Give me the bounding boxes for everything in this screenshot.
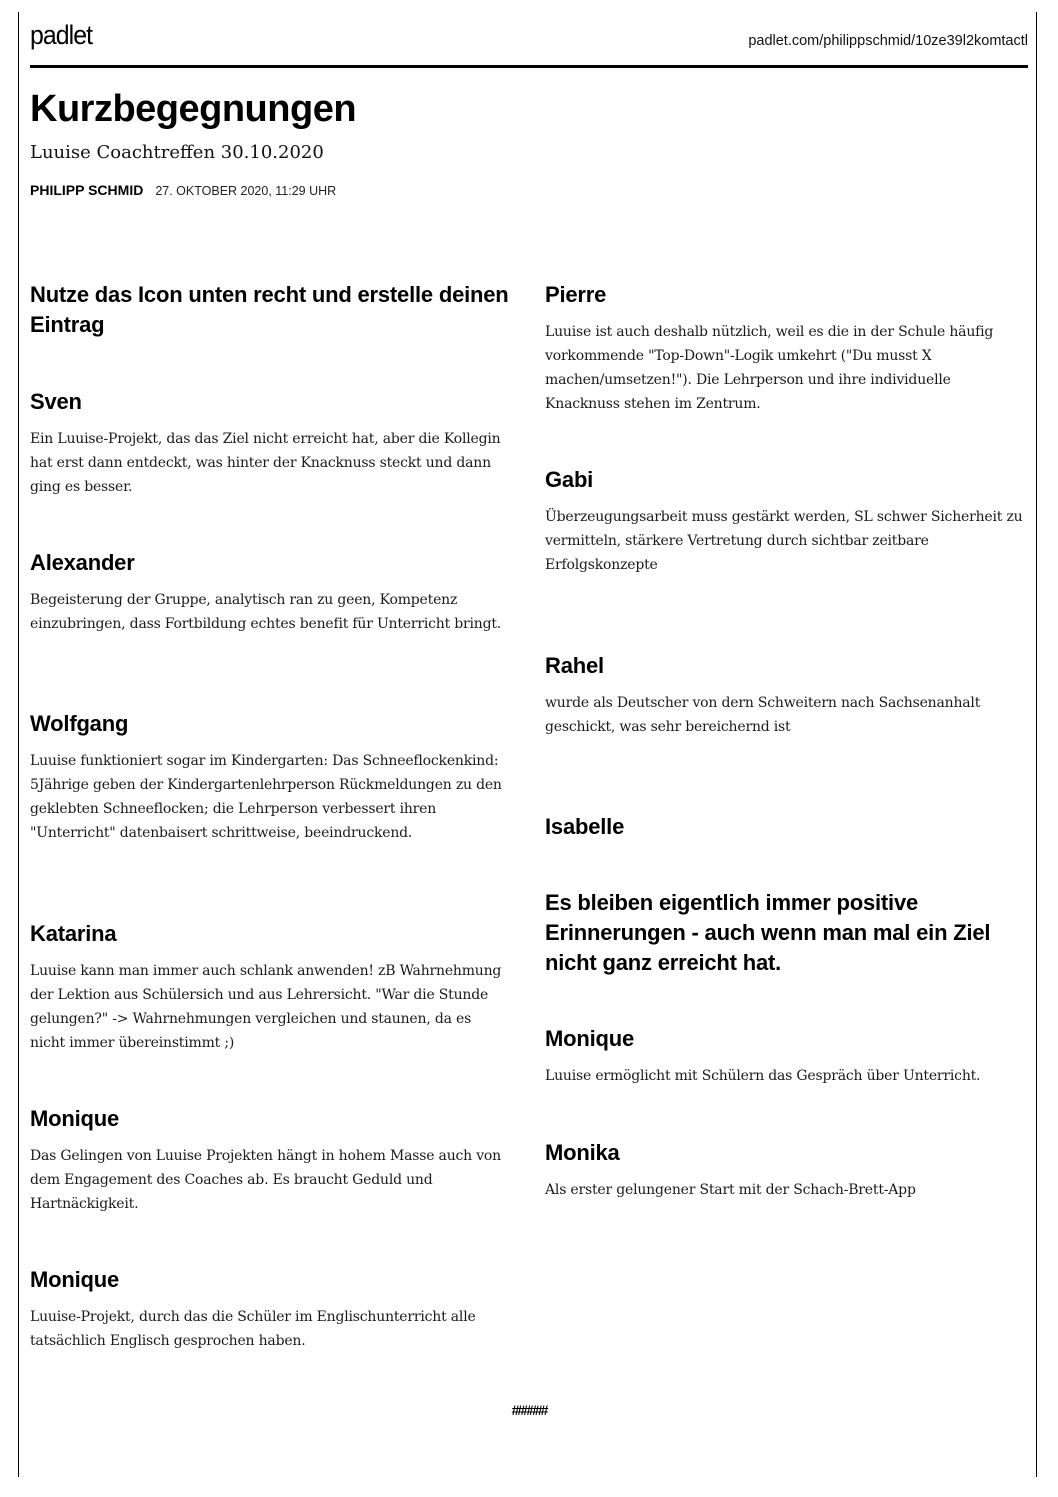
- board-title: Kurzbegegnungen: [30, 88, 357, 130]
- post-title: Katarina: [30, 921, 117, 946]
- post-body: Begeisterung der Gruppe, analytisch ran zu geen, Kompetenz einzubringen, dass Fortbildung echtes benefit für Unterricht bringt.: [30, 592, 502, 632]
- post-card[interactable]: [545, 280, 1025, 416]
- post-card[interactable]: [545, 1024, 1025, 1088]
- post-card[interactable]: [545, 651, 1025, 739]
- footer-separator: ######: [511, 1402, 547, 1418]
- board-date: 27. OKTOBER 2020, 11:29 UHR: [155, 184, 337, 198]
- board-subtitle: Luuise Coachtreffen 30.10.2020: [30, 142, 324, 163]
- post-card[interactable]: [30, 387, 510, 499]
- post-card[interactable]: [545, 1138, 1025, 1202]
- post-title: Monique: [30, 1106, 120, 1131]
- post-card[interactable]: [545, 888, 1025, 978]
- post-card[interactable]: [545, 465, 1025, 577]
- post-title: Pierre: [545, 282, 607, 307]
- post-card[interactable]: [30, 919, 510, 1055]
- post-title: Nutze das Icon unten recht und erstelle deinen Eintrag: [30, 282, 509, 337]
- post-title: Alexander: [30, 550, 135, 575]
- post-card[interactable]: [30, 1265, 510, 1353]
- padlet-logo: padlet: [30, 20, 93, 50]
- post-title: Sven: [30, 389, 82, 414]
- board-author: PHILIPP SCHMID: [30, 182, 144, 198]
- post-title: Isabelle: [545, 814, 625, 839]
- post-body: Ein Luuise-Projekt, das das Ziel nicht erreicht hat, aber die Kollegin hat erst dann entdeckt, was hinter der Knacknuss steckt und dann ging es besser.: [30, 431, 501, 495]
- post-card[interactable]: [30, 548, 510, 636]
- post-card[interactable]: [545, 812, 1025, 842]
- post-body: wurde als Deutscher von dern Schweitern nach Sachsenanhalt geschickt, was sehr bereichernd ist: [545, 695, 981, 735]
- post-title: Monika: [545, 1140, 620, 1165]
- board-url[interactable]: padlet.com/philippschmid/10ze39l2komtactl: [748, 33, 1028, 49]
- page-border-left: [18, 12, 19, 1477]
- post-title: Wolfgang: [30, 711, 129, 736]
- post-body: Luuise funktioniert sogar im Kindergarten: Das Schneeflockenkind: 5Jährige geben der Kindergartenlehrperson Rückmeldungen zu den geklebten Schneeflocken; die Lehrperson verbessert ihren "Unterricht" datenbaisert schrittweise, beeindruckend.: [30, 753, 502, 841]
- post-card[interactable]: [30, 709, 510, 845]
- post-title: Monique: [30, 1267, 120, 1292]
- post-body: Überzeugungsarbeit muss gestärkt werden, SL schwer Sicherheit zu vermitteln, stärkere Vertretung durch sichtbar zeitbare Erfolgskonzepte: [545, 509, 1023, 573]
- post-card[interactable]: [30, 1104, 510, 1216]
- page-border-right: [1036, 12, 1037, 1477]
- post-title: Rahel: [545, 653, 604, 678]
- post-body: Luuise-Projekt, durch das die Schüler im Englischunterricht alle tatsächlich Englisch gesprochen haben.: [30, 1309, 476, 1349]
- post-title: Es bleiben eigentlich immer positive Erinnerungen - auch wenn man mal ein Ziel nicht ganz erreicht hat.: [545, 890, 991, 975]
- post-body: Das Gelingen von Luuise Projekten hängt in hohem Masse auch von dem Engagement des Coaches ab. Es braucht Geduld und Hartnäckigkeit.: [30, 1148, 501, 1212]
- post-body: Als erster gelungener Start mit der Schach-Brett-App: [545, 1182, 916, 1198]
- post-title: Gabi: [545, 467, 594, 492]
- board-meta: [30, 182, 336, 198]
- header-divider: [30, 65, 1028, 68]
- post-body: Luuise ermöglicht mit Schülern das Gespräch über Unterricht.: [545, 1068, 981, 1084]
- post-title: Monique: [545, 1026, 635, 1051]
- post-card[interactable]: [30, 280, 510, 340]
- post-body: Luuise kann man immer auch schlank anwenden! zB Wahrnehmung der Lektion aus Schülersich und aus Lehrersicht. "War die Stunde gelungen?" -> Wahrnehmungen vergleichen und staunen, da es nicht immer übereinstimmt ;): [30, 963, 502, 1051]
- post-body: Luuise ist auch deshalb nützlich, weil es die in der Schule häufig vorkommende "Top-Down"-Logik umkehrt ("Du musst X machen/umsetzen!"). Die Lehrperson und ihre individuelle Knacknuss stehen im Zentrum.: [545, 324, 994, 412]
